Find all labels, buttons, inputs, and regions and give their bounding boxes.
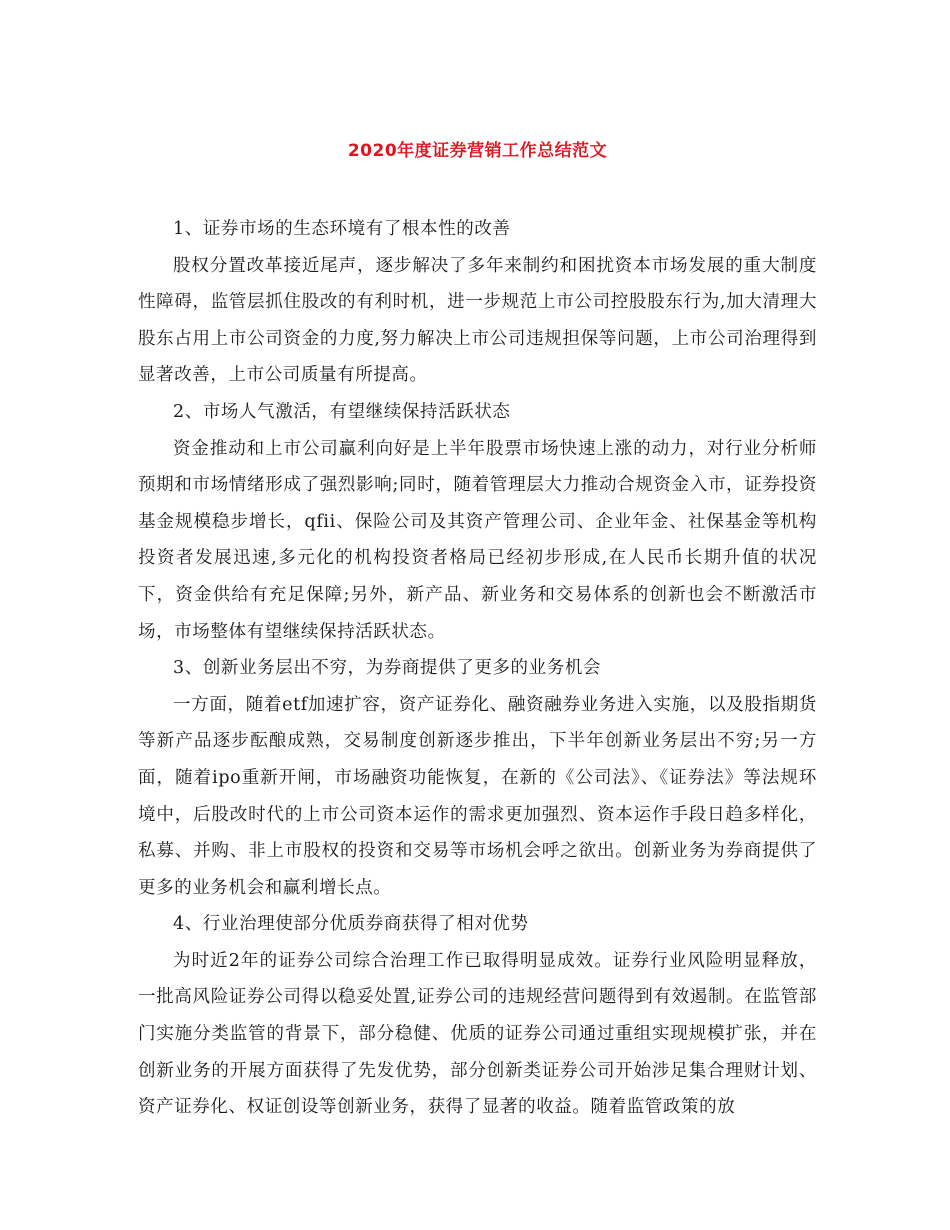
document-title: 2020年度证券营销工作总结范文 [347, 141, 608, 161]
body-paragraph-2: 资金推动和上市公司赢利向好是上半年股票市场快速上涨的动力，对行业分析师预期和市场情绪形成了强烈影响;同时，随着管理层大力推动合规资金入市，证券投资基金规模稳步增长，qfii、保险公司及其资产管理公司、企业年金、社保基金等机构投资者发展迅速,多元化的机构投资者格局已经初步形成,在人民币长期升值的状况下，资金供给有充足保障;另外，新产品、新业务和交易体系的创新也会不断激活市场，市场整体有望继续保持活跃状态。 [138, 438, 817, 642]
body-paragraph-3: 一方面，随着etf加速扩容，资产证券化、融资融券业务进入实施，以及股指期货等新产品逐步酝酿成熟，交易制度创新逐步推出，下半年创新业务层出不穷;另一方面，随着ipo重新开闸，市场融资功能恢复，在新的《公司法》、《证券法》等法规环境中，后股改时代的上市公司资本运作的需求更加强烈、资本运作手段日趋多样化，私募、并购、非上市股权的投资和交易等市场机会呼之欲出。创新业务为券商提供了更多的业务机会和赢利增长点。 [138, 694, 817, 898]
section-heading-2: 2、市场人气激活，有望继续保持活跃状态 [173, 401, 511, 422]
section-heading-1: 1、证券市场的生态环境有了根本性的改善 [173, 219, 511, 239]
body-paragraph-4: 为时近2年的证券公司综合治理工作已取得明显成效。证券行业风险明显释放，一批高风险证券公司得以稳妥处置,证券公司的违规经营问题得到有效遏制。在监管部门实施分类监管的背景下，部分稳健、优质的证券公司通过重组实现规模扩张，并在创新业务的开展方面获得了先发优势，部分创新类证券公司开始涉足集合理财计划、资产证券化、权证创设等创新业务，获得了显著的收益。随着监管政策的放 [138, 950, 817, 1118]
section-heading-4: 4、行业治理使部分优质券商获得了相对优势 [173, 914, 529, 935]
section-heading-3: 3、创新业务层出不穷，为券商提供了更多的业务机会 [173, 658, 602, 679]
body-paragraph-1: 股权分置改革接近尾声，逐步解决了多年来制约和困扰资本市场发展的重大制度性障碍，监管层抓住股改的有利时机，进一步规范上市公司控股股东行为,加大清理大股东占用上市公司资金的力度,努力解决上市公司违规担保等问题，上市公司治理得到显著改善，上市公司质量有所提高。 [138, 255, 817, 386]
